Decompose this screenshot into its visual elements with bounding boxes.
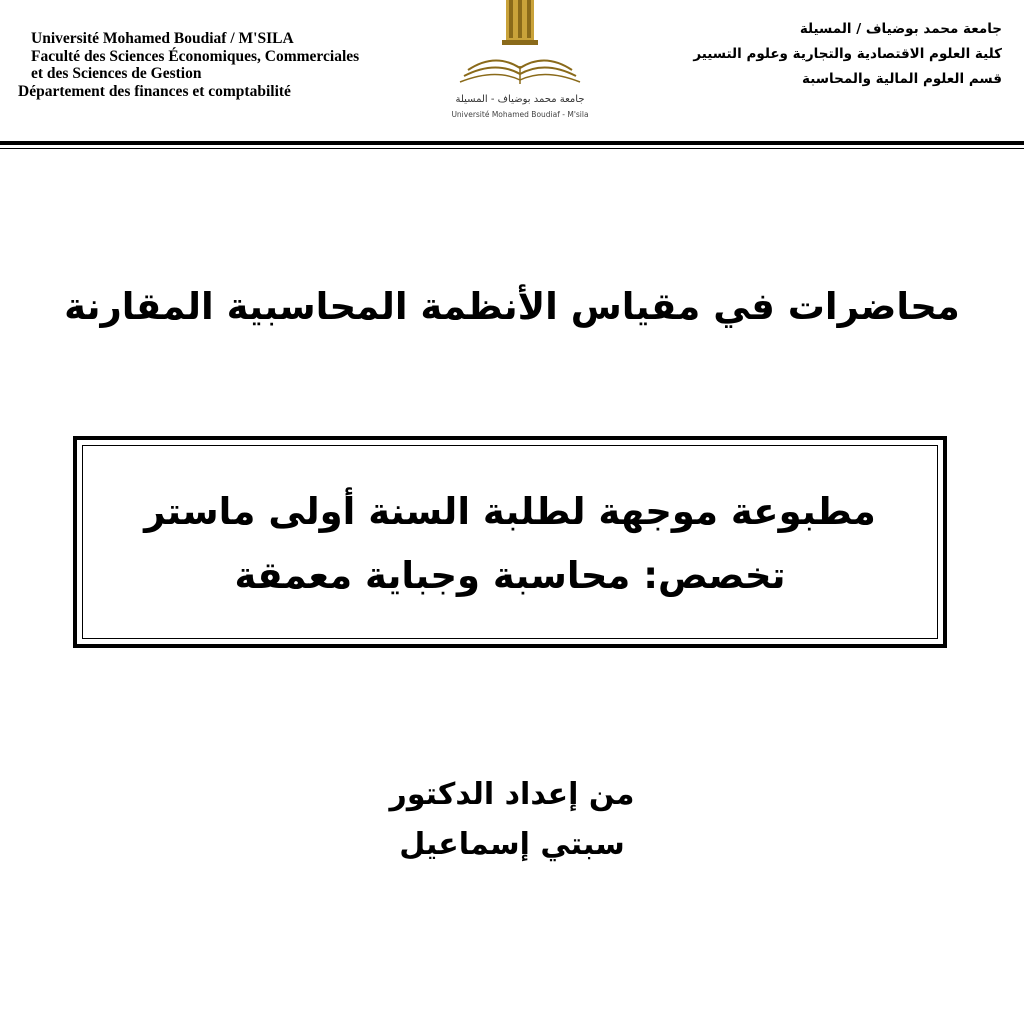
- faculty-name-ar: كلية العلوم الاقتصادية والتجارية وعلوم التسيير: [693, 46, 1002, 62]
- logo-caption-ar: جامعة محمد بوضياف - المسيلة: [455, 94, 585, 105]
- university-logo: [440, 0, 600, 130]
- university-name-ar: جامعة محمد بوضياف / المسيلة: [799, 21, 1002, 37]
- document-header: [0, 0, 1024, 150]
- audience-frame: [73, 436, 947, 648]
- header-divider-thick: [0, 141, 1024, 145]
- audience-line: مطبوعة موجهة لطلبة السنة أولى ماستر: [144, 490, 876, 533]
- header-divider-thin: [0, 148, 1024, 149]
- faculty-name-fr-cont: et des Sciences de Gestion: [31, 65, 202, 82]
- prepared-by-label: من إعداد الدكتور: [389, 777, 635, 812]
- specialization-line: تخصص: محاسبة وجباية معمقة: [234, 554, 786, 597]
- audience-text: [77, 480, 943, 608]
- department-name-fr: Département des finances et comptabilité: [18, 82, 291, 100]
- arabic-institution-block: [582, 17, 1002, 92]
- author-block: [200, 770, 824, 870]
- author-name: سبتي إسماعيل: [399, 827, 625, 862]
- french-institution-block: [18, 30, 448, 100]
- faculty-name-fr: Faculté des Sciences Économiques, Commerciales: [31, 47, 360, 65]
- logo-caption-fr: Université Mohamed Boudiaf - M'sila: [451, 110, 589, 119]
- university-logo-icon: [440, 0, 600, 95]
- department-name-ar: قسم العلوم المالية والمحاسبة: [802, 71, 1002, 87]
- university-name-fr: Université Mohamed Boudiaf / M'SILA: [31, 30, 294, 47]
- document-title: محاضرات في مقياس الأنظمة المحاسبية المقارنة: [64, 285, 960, 328]
